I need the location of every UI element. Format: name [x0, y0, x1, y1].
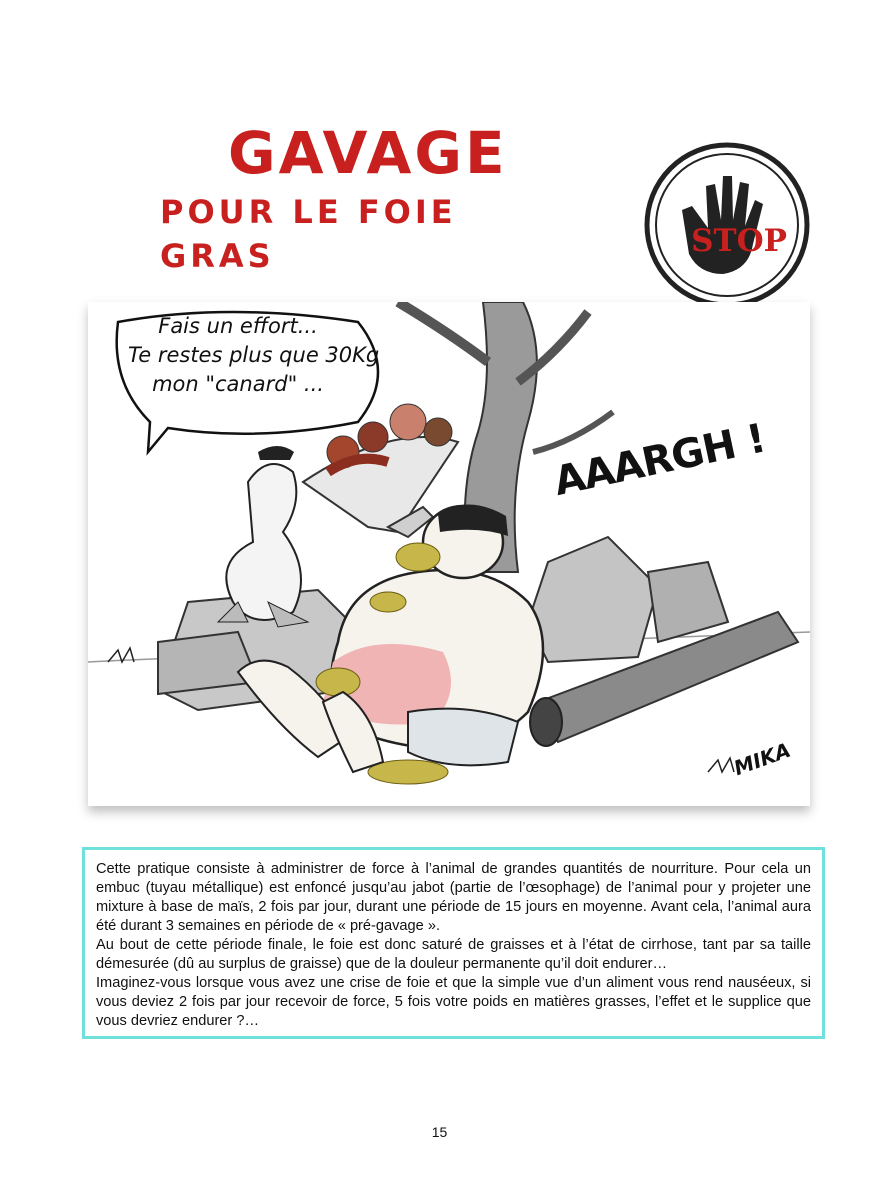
speech-line: Te restes plus que 30Kg [128, 343, 380, 367]
paragraph: Au bout de cette période finale, le foie est donc saturé de graisses et à l’état de cirrhose, tant par sa taille démesurée (dû au surplus de graisse) que de la douleur permanente qu’il doit endurer… [96, 937, 811, 972]
artist-signature: MIKA [730, 737, 794, 781]
page-subtitle: POUR LE FOIE GRAS [160, 193, 457, 275]
speech-line: mon "canard" ... [152, 372, 324, 396]
paragraph: Imaginez-vous lorsque vous avez une crise de foie et que la simple vue d’un aliment vous rend nauséeux, si vous deviez 2 fois par jour recevoir de force, 5 fois votre poids en matières grasses, l’effet et le supplice que vous devriez endurer ?… [96, 975, 811, 1029]
description-box [82, 847, 825, 1039]
page-title: GAVAGE [228, 119, 508, 187]
paragraph: Cette pratique consiste à administrer de force à l’animal de grandes quantités de nourriture. Pour cela un embuc (tuyau métallique) est enfoncé jusqu’au jabot (partie de l’œsophage) de l’animal pour y projeter une mixture à base de maïs, 2 fois par jour, durant une période de 15 jours en moyenne. Avant cela, l’animal aura été durant 3 semaines en période de « pré-gavage ». [96, 861, 811, 934]
speech-bubble-text [128, 312, 380, 399]
page-number: 15 [431, 1124, 448, 1140]
stop-badge [642, 140, 812, 310]
speech-line: Fais un effort... [158, 314, 318, 338]
shout-text: AAARGH ! [550, 415, 770, 505]
stop-label: STOP [691, 223, 787, 259]
cartoon-illustration [88, 302, 810, 806]
